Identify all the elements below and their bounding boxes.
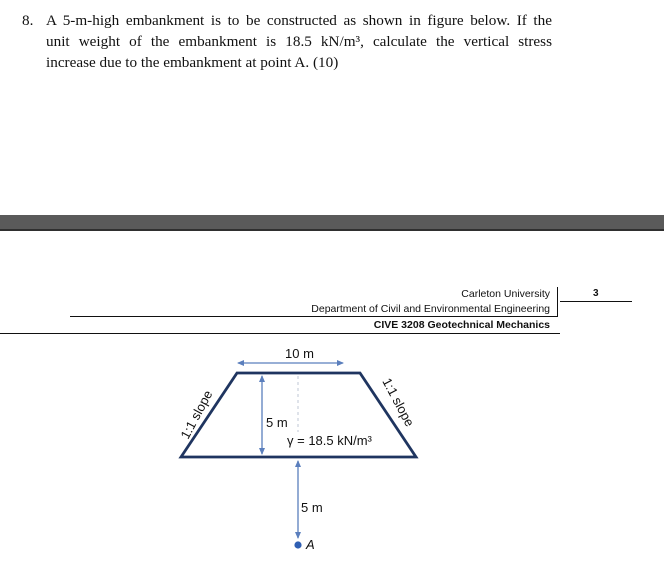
left-slope-label: 1:1 slope — [177, 387, 216, 442]
question-line-3: increase due to the embankment at point A. (10) — [46, 54, 339, 71]
question-line-2: unit weight of the embankment is 18.5 kN/m³, calculate the vertical stress — [46, 33, 552, 50]
right-slope-label: 1:1 slope — [379, 375, 418, 429]
question-line-1: A 5-m-high embankment is to be constructed as shown in figure below. If the — [46, 12, 552, 29]
header-page-number: 3 — [593, 288, 599, 299]
header-university: Carleton University — [461, 288, 550, 300]
top-width-label: 10 m — [285, 346, 314, 361]
height-label: 5 m — [266, 415, 288, 430]
unit-weight-label: γ = 18.5 kN/m³ — [287, 433, 372, 448]
depth-label: 5 m — [301, 500, 323, 515]
header-course: CIVE 3208 Geotechnical Mechanics — [373, 319, 550, 331]
point-a-marker — [294, 541, 301, 548]
question-number: 8. — [22, 12, 34, 29]
header-department: Department of Civil and Environmental Engineering — [311, 303, 550, 315]
point-a-label: A — [306, 537, 315, 552]
